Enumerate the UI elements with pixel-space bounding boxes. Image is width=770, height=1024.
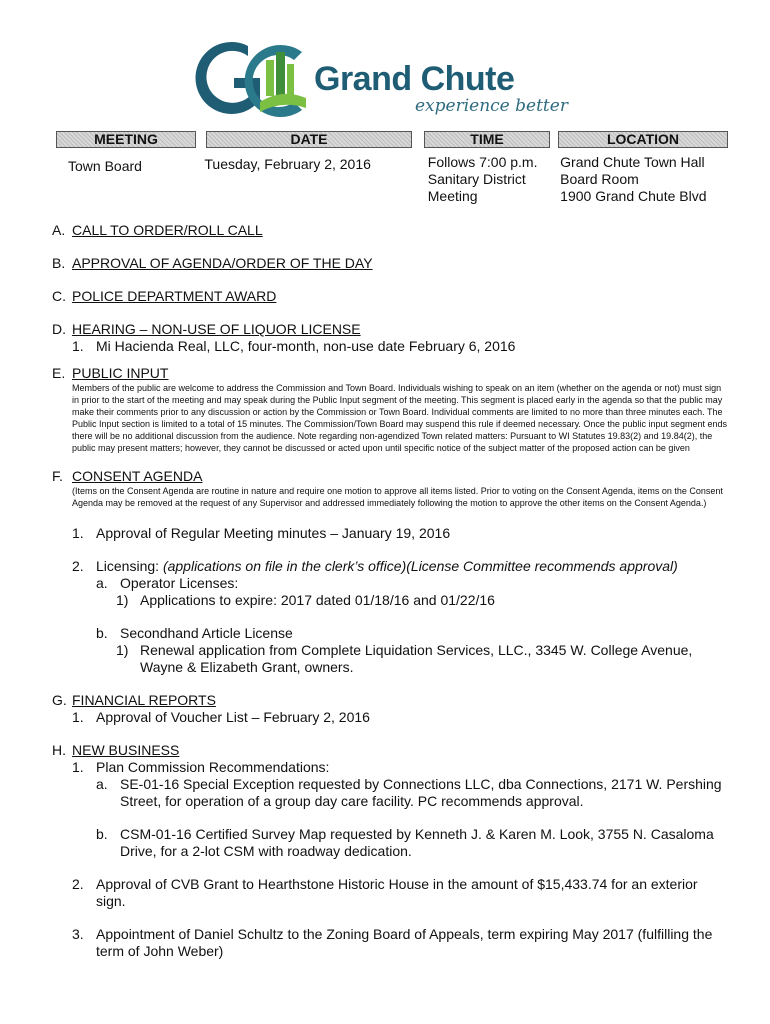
- list-item-continuation: Drive, for a 2-lot CSM with roadway dedication.: [120, 843, 412, 859]
- location-line: Board Room: [560, 171, 639, 187]
- list-item: 2. Licensing: (applications on file in the clerk’s office)(License Committee recommends approval): [72, 558, 678, 574]
- section-b: [52, 255, 742, 272]
- brand-name: Grand Chute: [314, 60, 515, 98]
- list-item: 1) Renewal application from Complete Liquidation Services, LLC., 3345 W. College Avenue,: [116, 642, 693, 658]
- time-line: Follows 7:00 p.m.: [427, 154, 538, 170]
- list-item: 1. Plan Commission Recommendations:: [72, 759, 330, 775]
- section-letter: E.: [52, 365, 66, 381]
- section-letter: G.: [52, 692, 67, 708]
- list-item: b. Secondhand Article License: [96, 625, 293, 641]
- section-letter: D.: [52, 321, 66, 337]
- section-title: CONSENT AGENDA: [72, 468, 203, 484]
- column-header-date: DATE: [206, 131, 412, 148]
- section-title: FINANCIAL REPORTS: [72, 692, 216, 708]
- list-item: 1) Applications to expire: 2017 dated 01/18/16 and 01/22/16: [116, 592, 495, 608]
- location-value: [560, 154, 728, 205]
- list-item-continuation: Street, for operation of a group day care facility. PC recommends approval.: [120, 793, 584, 809]
- section-e: [52, 365, 742, 454]
- list-item: b. CSM-01-16 Certified Survey Map requested by Kenneth J. & Karen M. Look, 3755 N. Casaloma: [96, 826, 714, 842]
- section-title: PUBLIC INPUT: [72, 365, 169, 381]
- list-item: a. SE-01-16 Special Exception requested by Connections LLC, dba Connections, 2171 W. Pershing: [96, 776, 722, 792]
- meeting-info-values-row: [56, 154, 728, 205]
- section-title: NEW BUSINESS: [72, 742, 180, 758]
- column-header-meeting: MEETING: [56, 131, 196, 148]
- section-letter: B.: [52, 255, 66, 271]
- time-line: Sanitary District: [427, 171, 526, 187]
- list-item: 1. Mi Hacienda Real, LLC, four-month, non-use date February 6, 2016: [72, 338, 516, 354]
- section-h: [52, 742, 742, 960]
- section-letter: F.: [52, 468, 63, 484]
- section-c: [52, 288, 742, 305]
- section-letter: C.: [52, 288, 66, 304]
- section-title: CALL TO ORDER/ROLL CALL: [72, 222, 263, 238]
- section-g: [52, 692, 742, 726]
- list-item: 2. Approval of CVB Grant to Hearthstone Historic House in the amount of $15,433.74 for an exterior: [72, 876, 698, 892]
- list-item: 1. Approval of Voucher List – February 2, 2016: [72, 709, 370, 725]
- list-item-continuation: sign.: [96, 893, 126, 909]
- list-item: 3. Appointment of Daniel Schultz to the Zoning Board of Appeals, term expiring May 2017 (fulfilling the: [72, 926, 713, 942]
- column-header-time: TIME: [424, 131, 550, 148]
- column-header-location: LOCATION: [558, 131, 728, 148]
- list-item: a. Operator Licenses:: [96, 575, 239, 591]
- section-title: HEARING – NON-USE OF LIQUOR LICENSE: [72, 321, 361, 337]
- section-title: APPROVAL OF AGENDA/ORDER OF THE DAY: [72, 255, 373, 271]
- section-a: [52, 222, 742, 239]
- agenda-body: [52, 222, 742, 960]
- grand-chute-logo: [190, 38, 570, 120]
- location-line: Grand Chute Town Hall: [560, 154, 705, 170]
- section-d: [52, 321, 742, 355]
- meeting-info-table: [56, 131, 728, 205]
- time-line: Meeting: [427, 188, 478, 204]
- meeting-info-header-row: [56, 131, 728, 148]
- section-title: POLICE DEPARTMENT AWARD: [72, 288, 277, 304]
- list-item-continuation: term of John Weber): [96, 943, 224, 959]
- time-value: [428, 154, 552, 205]
- logo-mark-icon: [190, 38, 314, 120]
- public-input-note: Members of the public are welcome to address the Commission and Town Board. Individuals wishing to speak on an item (whether on the agenda or not) must sign in prior to the start of the meeting and may speak during the Public Input segment of the meeting. This segment is placed early in the agenda so that the public may make their comments prior to any discussion or action by the Commission or Town Board. Individual comments are limited to no more than three minutes each. The Public Input section is limited to a total of 15 minutes. The Commission/Town Board may suspend this rule if deemed necessary. Once the public input segment ends there will be no additional discussion from the audience. Note regarding non-agendized Town related matters: Pursuant to WI Statutes 19.83(2) and 19.84(2), the public may present matters; however, they cannot be discussed or acted upon until specific notice of the subject matter of the proposed action can be given: [72, 383, 728, 453]
- list-item: 1. Approval of Regular Meeting minutes – January 19, 2016: [72, 525, 451, 541]
- section-letter: A.: [52, 222, 66, 238]
- brand-tagline: experience better: [415, 96, 568, 116]
- list-item-continuation: Wayne & Elizabeth Grant, owners.: [140, 659, 354, 675]
- date-value: Tuesday, February 2, 2016: [204, 156, 371, 172]
- consent-agenda-note: (Items on the Consent Agenda are routine in nature and require one motion to approve all items listed. Prior to voting on the Consent Agenda, items on the Consent Agenda may be removed at the request of any Supervisor and addressed immediately following the motion to approve the other items on the Consent Agenda.): [72, 486, 723, 508]
- section-letter: H.: [52, 742, 66, 758]
- location-line: 1900 Grand Chute Blvd: [560, 188, 707, 204]
- meeting-value: Town Board: [68, 158, 142, 174]
- section-f: [52, 468, 742, 676]
